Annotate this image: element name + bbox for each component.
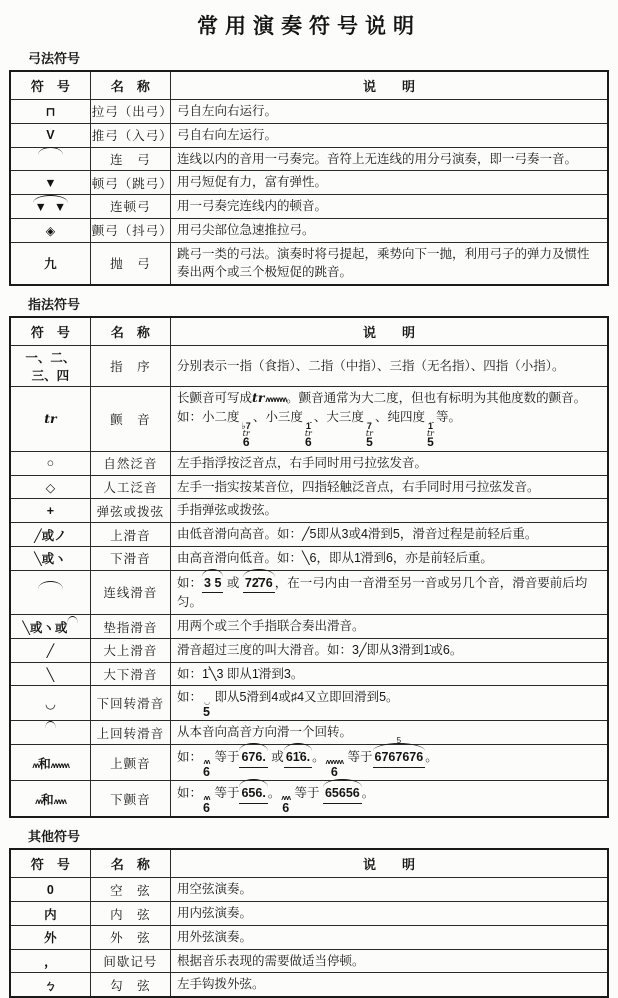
symbol-cell: 九 bbox=[10, 242, 90, 285]
name-cell: 弹弦或拨弦 bbox=[90, 499, 170, 523]
table-row bbox=[10, 475, 608, 499]
table-row bbox=[10, 721, 608, 745]
name-cell: 外 弦 bbox=[90, 925, 170, 949]
name-cell: 间歇记号 bbox=[90, 949, 170, 973]
name-header: 名 称 bbox=[90, 317, 170, 346]
description-cell: 由高音滑向低音。如：╲6，即从1̇滑到6，亦是前轻后重。 bbox=[171, 546, 608, 570]
description-cell: 用空弦演奏。 bbox=[171, 878, 608, 902]
description-cell: 如： ʌʌ 6 等于 656. 。 ʌʌʌ 6 等于 65656 。 bbox=[171, 781, 608, 818]
symbol-cell: ╲ bbox=[10, 662, 90, 686]
name-cell: 下滑音 bbox=[90, 546, 170, 570]
symbol-cell: ◡ bbox=[10, 686, 90, 721]
symbol-cell: 一、二、三、四 bbox=[10, 346, 90, 387]
symbol-cell: ▼ bbox=[10, 171, 90, 195]
symbol-cell: ╲或ヽ或 bbox=[10, 615, 90, 639]
name-cell: 大上滑音 bbox=[90, 638, 170, 662]
table-row bbox=[10, 147, 608, 171]
name-cell: 推弓（入弓） bbox=[90, 123, 170, 147]
symbol-cell bbox=[10, 147, 90, 171]
symbol-cell: ○ bbox=[10, 451, 90, 475]
table-row bbox=[10, 171, 608, 195]
table-row bbox=[10, 925, 608, 949]
name-cell: 下回转滑音 bbox=[90, 686, 170, 721]
table-row bbox=[10, 123, 608, 147]
symbol-cell: 0 bbox=[10, 878, 90, 902]
symbol-cell: 外 bbox=[10, 925, 90, 949]
description-cell: 跳弓一类的弓法。演奏时将弓提起，乘势向下一抛，利用弓子的弹力及惯性奏出两个或三个极短促的跳音。 bbox=[171, 242, 608, 285]
description-cell: 从本音向高音方向滑一个回转。 bbox=[171, 721, 608, 745]
name-cell: 颤弓（抖弓） bbox=[90, 218, 170, 242]
fingering-symbols-table bbox=[9, 316, 609, 818]
symbol-cell: ╱ bbox=[10, 638, 90, 662]
description-cell: 如： ʌʌ 6 等于 676. 或 61̇6. 。 ʌʌʌʌʌʌ 6 等于 6767676 5 。 bbox=[171, 745, 608, 781]
symbol-cell bbox=[10, 721, 90, 745]
symbol-header: 符 号 bbox=[10, 849, 90, 878]
table-row bbox=[10, 346, 608, 387]
table-row bbox=[10, 570, 608, 615]
symbol-cell: 内 bbox=[10, 902, 90, 926]
description-cell: 分别表示一指（食指）、二指（中指）、三指（无名指）、四指（小指）。 bbox=[171, 346, 608, 387]
table-row bbox=[10, 546, 608, 570]
description-header: 说 明 bbox=[171, 317, 608, 346]
section-fingering-symbols bbox=[9, 294, 609, 818]
symbol-cell: + bbox=[10, 499, 90, 523]
symbol-cell: ╱或ノ bbox=[10, 523, 90, 547]
symbol-cell: ▼ ▼ bbox=[10, 195, 90, 219]
name-cell: 拉弓（出弓） bbox=[90, 100, 170, 124]
name-cell: 大下滑音 bbox=[90, 662, 170, 686]
name-header: 名 称 bbox=[90, 71, 170, 100]
name-cell: 抛 弓 bbox=[90, 242, 170, 285]
name-cell: 空 弦 bbox=[90, 878, 170, 902]
table-row bbox=[10, 242, 608, 285]
description-header: 说 明 bbox=[171, 71, 608, 100]
description-cell: 如： 3 5 或 72̇76 ，在一弓内由一音滑至另一音或另几个音，滑音要前后均匀。 bbox=[171, 570, 608, 615]
name-cell: 下颤音 bbox=[90, 781, 170, 818]
description-cell: 由低音滑向高音。如：╱5即从3或4滑到5，滑音过程是前轻后重。 bbox=[171, 523, 608, 547]
description-cell: 长颤音可写成trʌʌʌʌʌʌʌ。颤音通常为大二度，但也有标明为其他度数的颤音。 如：小二度 ♭7 tr 6 、小三度 1̇ tr 6 、大三度 7 tr 5 、纯四度 1̇ tr 5 等。 bbox=[171, 387, 608, 452]
symbol-cell: ◈ bbox=[10, 218, 90, 242]
table-row bbox=[10, 195, 608, 219]
name-header: 名 称 bbox=[90, 849, 170, 878]
description-cell: 如：1̇╲3 即从1̇滑到3。 bbox=[171, 662, 608, 686]
symbol-header: 符 号 bbox=[10, 317, 90, 346]
section-bowing-symbols bbox=[9, 48, 609, 286]
name-cell: 连顿弓 bbox=[90, 195, 170, 219]
description-cell: 如： ◡ 5 即从5滑到4或♯4又立即回滑到5。 bbox=[171, 686, 608, 721]
section-title: 弓法符号 bbox=[28, 51, 81, 66]
bowing-symbols-table bbox=[9, 70, 609, 286]
header-row bbox=[10, 317, 608, 346]
section-title: 其他符号 bbox=[28, 829, 81, 845]
symbol-cell bbox=[10, 570, 90, 615]
other-symbols-table bbox=[9, 848, 609, 998]
description-cell: 用弓尖部位急速推拉弓。 bbox=[171, 218, 608, 242]
description-cell: 用弓短促有力，富有弹性。 bbox=[171, 171, 608, 195]
table-row bbox=[10, 387, 608, 452]
description-cell: 连线以内的音用一弓奏完。音符上无连线的用分弓演奏，即一弓奏一音。 bbox=[171, 147, 608, 171]
name-cell: 垫指滑音 bbox=[90, 615, 170, 639]
description-cell: 用两个或三个手指联合奏出滑音。 bbox=[171, 615, 608, 639]
table-row bbox=[10, 615, 608, 639]
symbol-cell: ʌʌ和ʌʌʌʌʌʌ bbox=[10, 745, 90, 781]
name-cell: 上滑音 bbox=[90, 523, 170, 547]
description-cell: 根据音乐表现的需要做适当停顿。 bbox=[171, 949, 608, 973]
name-cell: 连线滑音 bbox=[90, 570, 170, 615]
description-cell: 左手一指实按某音位，四指轻触泛音点，右手同时用弓拉弦发音。 bbox=[171, 475, 608, 499]
description-cell: 用一弓奏完连线内的顿音。 bbox=[171, 195, 608, 219]
name-cell: 上颤音 bbox=[90, 745, 170, 781]
symbol-cell: ╲或ヽ bbox=[10, 546, 90, 570]
table-row bbox=[10, 218, 608, 242]
symbol-cell: ， bbox=[10, 949, 90, 973]
description-cell: 左手指浮按泛音点，右手同时用弓拉弦发音。 bbox=[171, 451, 608, 475]
description-cell: 弓自右向左运行。 bbox=[171, 123, 608, 147]
table-row bbox=[10, 499, 608, 523]
name-cell: 指 序 bbox=[90, 346, 170, 387]
name-cell: 顿弓（跳弓） bbox=[90, 171, 170, 195]
header-row bbox=[10, 849, 608, 878]
table-row bbox=[10, 745, 608, 781]
section-title: 指法符号 bbox=[28, 297, 81, 312]
page-title: 常用演奏符号说明 bbox=[197, 13, 421, 38]
description-cell: 手指弹弦或拨弦。 bbox=[171, 499, 608, 523]
description-cell: 用内弦演奏。 bbox=[171, 902, 608, 926]
symbol-cell: V bbox=[10, 123, 90, 147]
description-header: 说 明 bbox=[171, 849, 608, 878]
description-cell: 滑音超过三度的叫大滑音。如：3╱即从3滑到1̇或6。 bbox=[171, 638, 608, 662]
table-row bbox=[10, 973, 608, 997]
table-row bbox=[10, 686, 608, 721]
symbol-header: 符 号 bbox=[10, 71, 90, 100]
name-cell: 内 弦 bbox=[90, 902, 170, 926]
description-cell: 用外弦演奏。 bbox=[171, 925, 608, 949]
table-row bbox=[10, 451, 608, 475]
description-cell: 弓自左向右运行。 bbox=[171, 100, 608, 124]
symbol-cell: ⊓ bbox=[10, 100, 90, 124]
symbol-cell: tr bbox=[10, 387, 90, 452]
table-row bbox=[10, 949, 608, 973]
table-row bbox=[10, 523, 608, 547]
description-cell: 左手钩拨外弦。 bbox=[171, 973, 608, 997]
table-row bbox=[10, 100, 608, 124]
symbol-cell: ◇ bbox=[10, 475, 90, 499]
header-row bbox=[10, 71, 608, 100]
table-row bbox=[10, 878, 608, 902]
symbol-cell: ʌʌ和ʌʌʌʌ bbox=[10, 781, 90, 818]
table-row bbox=[10, 638, 608, 662]
table-row bbox=[10, 781, 608, 818]
name-cell: 上回转滑音 bbox=[90, 721, 170, 745]
symbol-cell: ㄅ bbox=[10, 973, 90, 997]
name-cell: 勾 弦 bbox=[90, 973, 170, 997]
name-cell: 自然泛音 bbox=[90, 451, 170, 475]
name-cell: 颤 音 bbox=[90, 387, 170, 452]
name-cell: 连 弓 bbox=[90, 147, 170, 171]
name-cell: 人工泛音 bbox=[90, 475, 170, 499]
section-other-symbols bbox=[9, 826, 609, 998]
table-row bbox=[10, 662, 608, 686]
table-row bbox=[10, 902, 608, 926]
